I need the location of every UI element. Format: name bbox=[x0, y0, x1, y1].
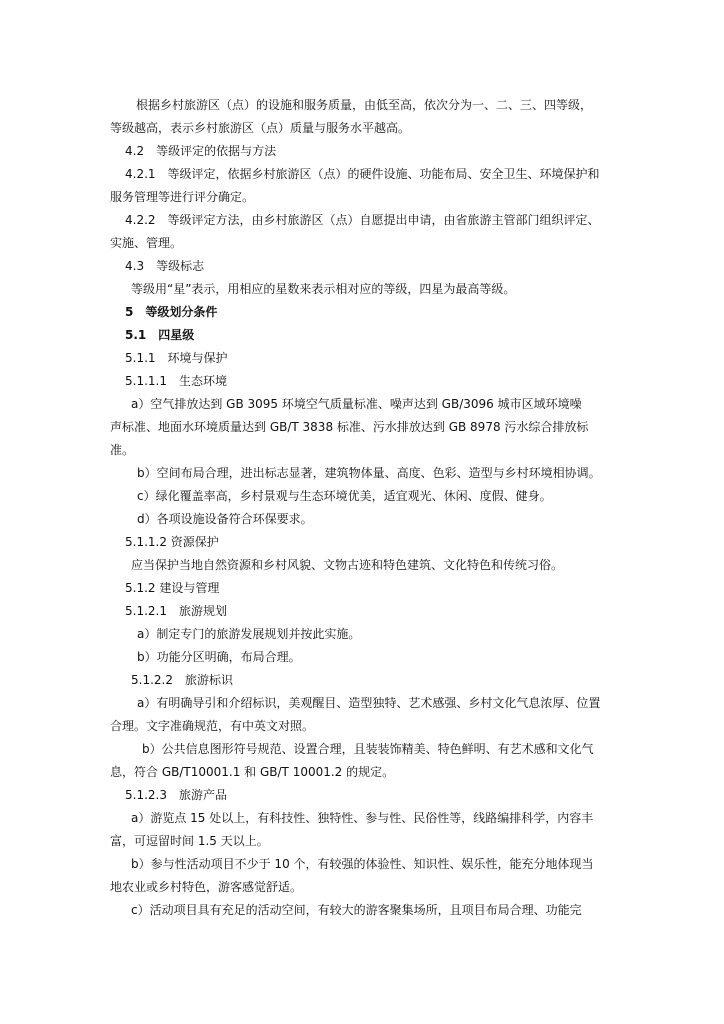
paragraph-line: 等级用“星”表示，用相应的星数来表示相对应的等级，四星为最高等级。 bbox=[131, 282, 516, 296]
section-heading: 5.1.1 环境与保护 bbox=[125, 351, 228, 365]
section-heading: 5.1.2.1 旅游规划 bbox=[125, 604, 227, 618]
paragraph-line: 根据乡村旅游区（点）的设施和服务质量，由低至高，依次分为一、二、三、四等级， bbox=[136, 98, 593, 112]
list-item-line: b）公共信息图形符号规范、设置合理，且装装饰精美、特色鲜明、有艺术感和文化气 bbox=[142, 742, 594, 756]
section-heading: 5.1.2.2 旅游标识 bbox=[131, 673, 233, 687]
list-item-line: c）活动项目具有充足的活动空间，有较大的游客聚集场所，且项目布局合理、功能完 bbox=[131, 903, 582, 917]
section-heading: 5.1.2 建设与管理 bbox=[125, 581, 220, 595]
list-item-line: 准。 bbox=[110, 443, 135, 457]
list-item-line: 地农业或乡村特色，游客感觉舒适。 bbox=[110, 880, 303, 894]
list-item-line: a）空气排放达到 GB 3095 环境空气质量标准、噪声达到 GB/3096 城市区域环境噪 bbox=[131, 397, 582, 411]
list-item-line: 合理。文字准确规范，有中英文对照。 bbox=[110, 719, 315, 733]
list-item-line: c）绿化覆盖率高，乡村景观与生态环境优美，适宜观光、休闲、度假、健身。 bbox=[137, 489, 552, 503]
paragraph-line: 4.2.1 等级评定，依据乡村旅游区（点）的硬件设施、功能布局、安全卫生、环境保护和 bbox=[125, 167, 600, 181]
paragraph-line: 应当保护当地自然资源和乡村风貌、文物古迹和特色建筑、文化特色和传统习俗。 bbox=[131, 558, 564, 572]
list-item-line: b）参与性活动项目不少于 10 个，有较强的体验性、知识性、娱乐性，能充分地体现当 bbox=[131, 857, 594, 871]
paragraph-line: 实施、管理。 bbox=[110, 236, 183, 250]
list-item-line: d）各项设施设备符合环保要求。 bbox=[137, 512, 313, 526]
paragraph-line: 4.2.2 等级评定方法，由乡村旅游区（点）自愿提出申请，由省旅游主管部门组织评定、 bbox=[125, 213, 600, 227]
section-heading: 5.1.1.1 生态环境 bbox=[125, 374, 227, 388]
list-item-line: a）制定专门的旅游发展规划并按此实施。 bbox=[137, 627, 361, 641]
section-heading: 5.1 四星级 bbox=[125, 328, 195, 342]
document-body bbox=[110, 94, 620, 922]
list-item-line: a）游览点 15 处以上，有科技性、独特性、参与性、民俗性等，线路编排科学，内容丰 bbox=[131, 811, 594, 825]
paragraph-line: 等级越高，表示乡村旅游区（点）质量与服务水平越高。 bbox=[110, 121, 411, 135]
list-item-line: 息，符合 GB/T10001.1 和 GB/T 10001.2 的规定。 bbox=[110, 765, 395, 779]
list-item-line: 富，可逗留时间 1.5 天以上。 bbox=[110, 834, 269, 848]
list-item-line: b）功能分区明确，布局合理。 bbox=[137, 650, 301, 664]
paragraph-line: 服务管理等进行评分确定。 bbox=[110, 190, 255, 204]
section-heading: 4.2 等级评定的依据与方法 bbox=[125, 144, 277, 158]
list-item-line: b）空间布局合理，进出标志显著，建筑物体量、高度、色彩、造型与乡村环境相协调。 bbox=[137, 466, 601, 480]
section-heading: 4.3 等级标志 bbox=[125, 259, 205, 273]
list-item-line: 声标准、地面水环境质量达到 GB/T 3838 标准、污水排放达到 GB 8978 污水综合排放标 bbox=[110, 420, 589, 434]
list-item-line: a）有明确导引和介绍标识，美观醒目、造型独特、艺术感强、乡村文化气息浓厚、位置 bbox=[137, 696, 601, 710]
section-heading: 5.1.1.2 资源保护 bbox=[125, 535, 219, 549]
chapter-heading: 5 等级划分条件 bbox=[125, 305, 218, 319]
section-heading: 5.1.2.3 旅游产品 bbox=[125, 788, 227, 802]
